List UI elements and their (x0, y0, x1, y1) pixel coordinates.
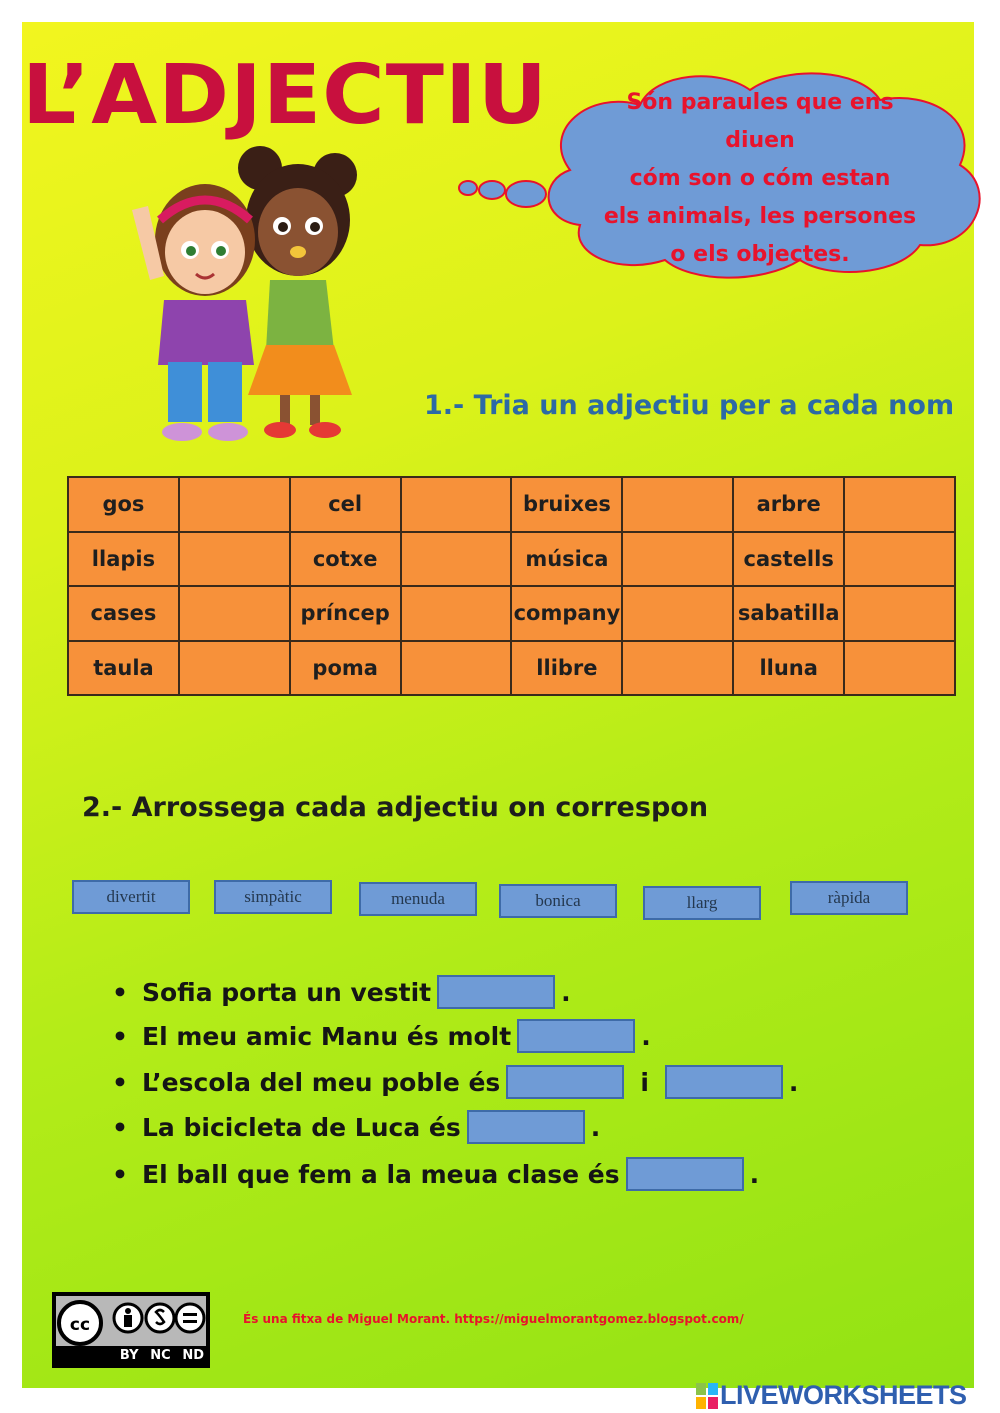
answer-cell[interactable] (179, 477, 290, 532)
drag-chip-bonica[interactable]: bonica (499, 884, 617, 918)
drag-chip-simpatic[interactable]: simpàtic (214, 880, 332, 914)
bullet: • (112, 1067, 128, 1097)
sentence-1 (112, 972, 571, 1012)
table-row (68, 641, 955, 696)
sentence-text: La bicicleta de Luca és (142, 1112, 461, 1142)
cc-mark: cc (69, 1315, 91, 1335)
drop-slot[interactable] (437, 975, 555, 1009)
children-drawing (120, 140, 390, 450)
drop-slot[interactable] (506, 1065, 624, 1099)
sentence-text: El meu amic Manu és molt (142, 1021, 512, 1051)
girl-left (132, 184, 255, 441)
cc-label: ND (182, 1348, 205, 1363)
exercise2-title: 2.- Arrossega cada adjectiu on correspon (82, 792, 709, 823)
sentence-3 (112, 1062, 798, 1102)
sentence-text: El ball que fem a la meua clase és (142, 1159, 620, 1189)
cc-labels (114, 1348, 210, 1363)
liveworksheets-logo[interactable] (696, 1380, 967, 1411)
answer-cell[interactable] (844, 532, 955, 587)
noun-cell: cotxe (290, 532, 401, 587)
cc-icons (56, 1296, 206, 1346)
noun-cell: lluna (733, 641, 844, 696)
sentence-end: . (641, 1021, 651, 1051)
cc-license-badge (52, 1292, 210, 1368)
noun-cell: gos (68, 477, 179, 532)
bullet: • (112, 977, 128, 1007)
noun-cell: cel (290, 477, 401, 532)
noun-cell: llibre (511, 641, 622, 696)
answer-cell[interactable] (622, 586, 733, 641)
answer-cell[interactable] (622, 532, 733, 587)
noun-cell: música (511, 532, 622, 587)
noun-cell: llapis (68, 532, 179, 587)
liveworksheets-icon (696, 1383, 720, 1409)
definition-line: Són paraules que ens diuen (626, 90, 894, 153)
drag-chip-divertit[interactable]: divertit (72, 880, 190, 914)
answer-cell[interactable] (401, 641, 512, 696)
sentence-end: . (749, 1159, 760, 1189)
noun-cell: cases (68, 586, 179, 641)
sentence-5 (112, 1154, 759, 1194)
sentence-end: . (788, 1067, 799, 1097)
sentence-end: . (590, 1112, 601, 1142)
bullet: • (112, 1021, 128, 1051)
cc-label: BY (119, 1348, 139, 1363)
answer-cell[interactable] (179, 641, 290, 696)
table-row (68, 477, 955, 532)
answer-cell[interactable] (622, 477, 733, 532)
answer-cell[interactable] (179, 586, 290, 641)
noun-cell: sabatilla (733, 586, 844, 641)
answer-cell[interactable] (401, 532, 512, 587)
definition-text (590, 84, 930, 274)
definition-cloud (420, 60, 1000, 290)
answer-cell[interactable] (844, 641, 955, 696)
definition-line: cóm son o cóm estan (629, 166, 891, 191)
exercise1-title: 1.- Tria un adjectiu per a cada nom (424, 390, 955, 421)
girl-right (238, 146, 357, 438)
definition-line: o els objectes. (670, 242, 850, 267)
cc-badge-top (56, 1296, 206, 1346)
answer-cell[interactable] (401, 477, 512, 532)
answer-cell[interactable] (844, 477, 955, 532)
sentence-2 (112, 1016, 651, 1056)
definition-line: els animals, les persones (603, 204, 917, 229)
noun-cell: castells (733, 532, 844, 587)
sentence-text: L’escola del meu poble és (142, 1067, 501, 1097)
bullet: • (112, 1112, 128, 1142)
noun-cell: company (511, 586, 622, 641)
table-row (68, 586, 955, 641)
noun-cell: bruixes (511, 477, 622, 532)
drop-slot[interactable] (626, 1157, 744, 1191)
liveworksheets-text: LIVEWORKSHEETS (720, 1380, 967, 1410)
drop-slot[interactable] (665, 1065, 783, 1099)
drop-slot[interactable] (467, 1110, 585, 1144)
answer-cell[interactable] (401, 586, 512, 641)
noun-cell: arbre (733, 477, 844, 532)
drag-chip-rapida[interactable]: ràpida (790, 881, 908, 915)
sentence-4 (112, 1107, 600, 1147)
kids-illustration (120, 140, 390, 450)
noun-cell: taula (68, 641, 179, 696)
drag-chip-llarg[interactable]: llarg (643, 886, 761, 920)
answer-cell[interactable] (179, 532, 290, 587)
sentence-mid: i (640, 1067, 649, 1097)
drag-chip-menuda[interactable]: menuda (359, 882, 477, 916)
page-title: L’ADJECTIU (22, 48, 549, 143)
drop-slot[interactable] (517, 1019, 635, 1053)
bullet: • (112, 1159, 128, 1189)
sentence-text: Sofia porta un vestit (142, 977, 432, 1007)
cc-label: NC (150, 1348, 171, 1363)
noun-cell: poma (290, 641, 401, 696)
sentence-end: . (561, 977, 571, 1007)
nd-icon (176, 1304, 204, 1332)
answer-cell[interactable] (622, 641, 733, 696)
noun-adjective-table (67, 476, 956, 696)
author-credit[interactable]: És una fitxa de Miguel Morant. https://miguelmorantgomez.blogspot.com/ (243, 1312, 744, 1326)
table-row (68, 532, 955, 587)
answer-cell[interactable] (844, 586, 955, 641)
noun-cell: príncep (290, 586, 401, 641)
